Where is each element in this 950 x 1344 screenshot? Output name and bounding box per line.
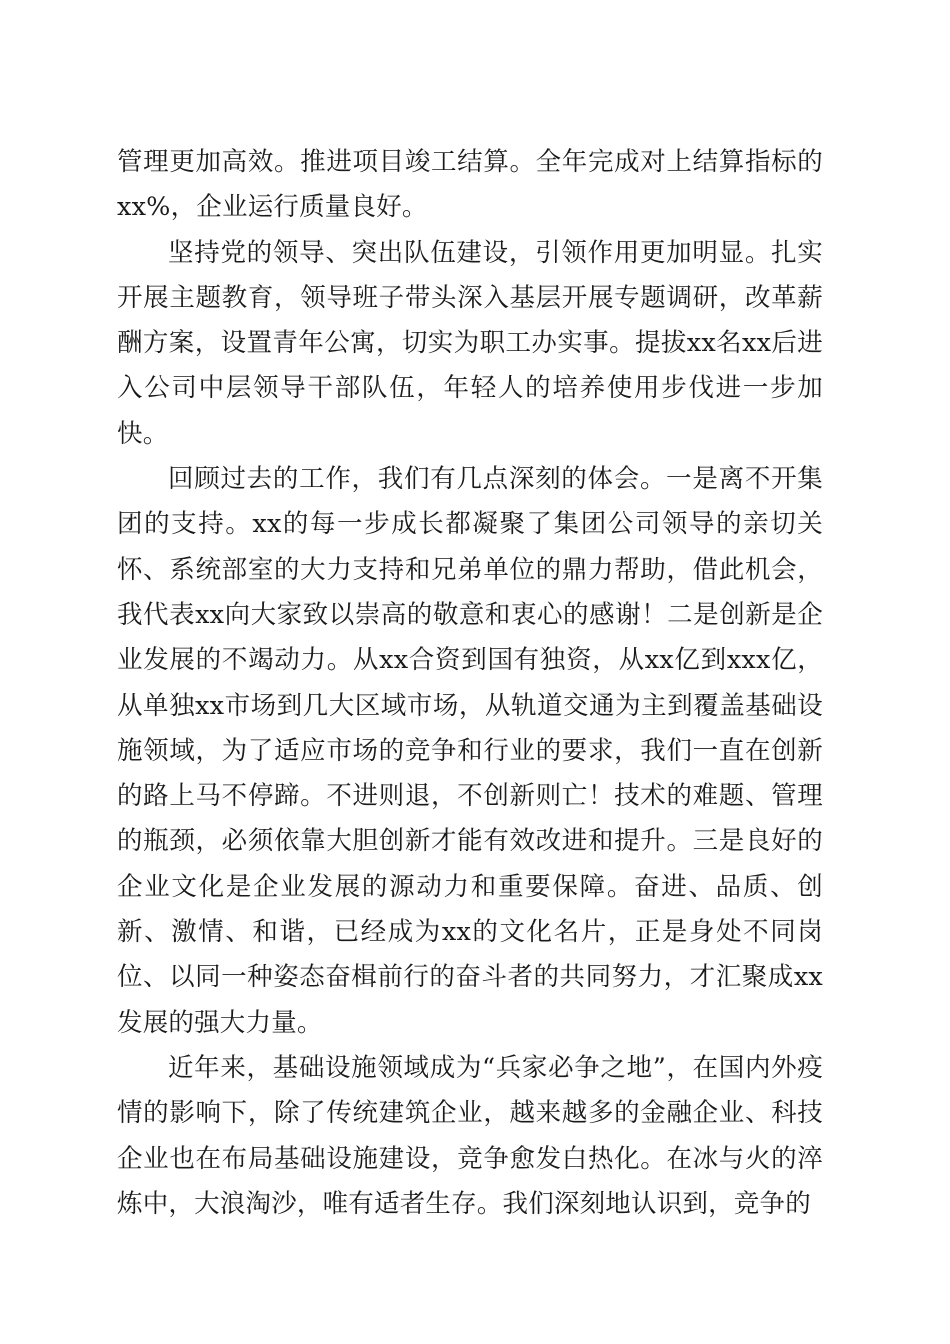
paragraph-2: 坚持党的领导、突出队伍建设，引领作用更加明显。扎实开展主题教育，领导班子带头深入基层开展专题调研，改革薪酬方案，设置青年公寓，切实为职工办实事。提拔xx名xx后进入公司中层领导干部队伍，年轻人的培养使用步伐进一步加快。 xyxy=(117,237,823,449)
paragraph-3: 回顾过去的工作，我们有几点深刻的体会。一是离不开集团的支持。xx的每一步成长都凝聚了集团公司领导的亲切关怀、系统部室的大力支持和兄弟单位的鼎力帮助，借此机会，我代表xx向大家致以崇高的敬意和衷心的感谢！二是创新是企业发展的不竭动力。从xx合资到国有独资，从xx亿到xxx亿，从单独xx市场到几大区域市场，从轨道交通为主到覆盖基础设施领域，为了适应市场的竞争和行业的要求，我们一直在创新的路上马不停蹄。不进则退，不创新则亡！技术的难题、管理的瓶颈，必须依靠大胆创新才能有效改进和提升。三是良好的企业文化是企业发展的源动力和重要保障。奋进、品质、创新、激情、和谐，已经成为xx的文化名片，正是身处不同岗位、以同一种姿态奋楫前行的奋斗者的共同努力，才汇聚成xx发展的强大力量。 xyxy=(117,464,823,1038)
paragraph-1: 管理更加高效。推进项目竣工结算。全年完成对上结算指标的xx%，企业运行质量良好。 xyxy=(117,147,823,223)
paragraph-4: 近年来，基础设施领域成为“兵家必争之地”，在国内外疫情的影响下，除了传统建筑企业，越来越多的金融企业、科技企业也在布局基础设施建设，竞争愈发白热化。在冰与火的淬炼中，大浪淘沙，唯有适者生存。我们深刻地认识到，竞争的 xyxy=(117,1052,823,1219)
document-body xyxy=(117,140,823,1227)
